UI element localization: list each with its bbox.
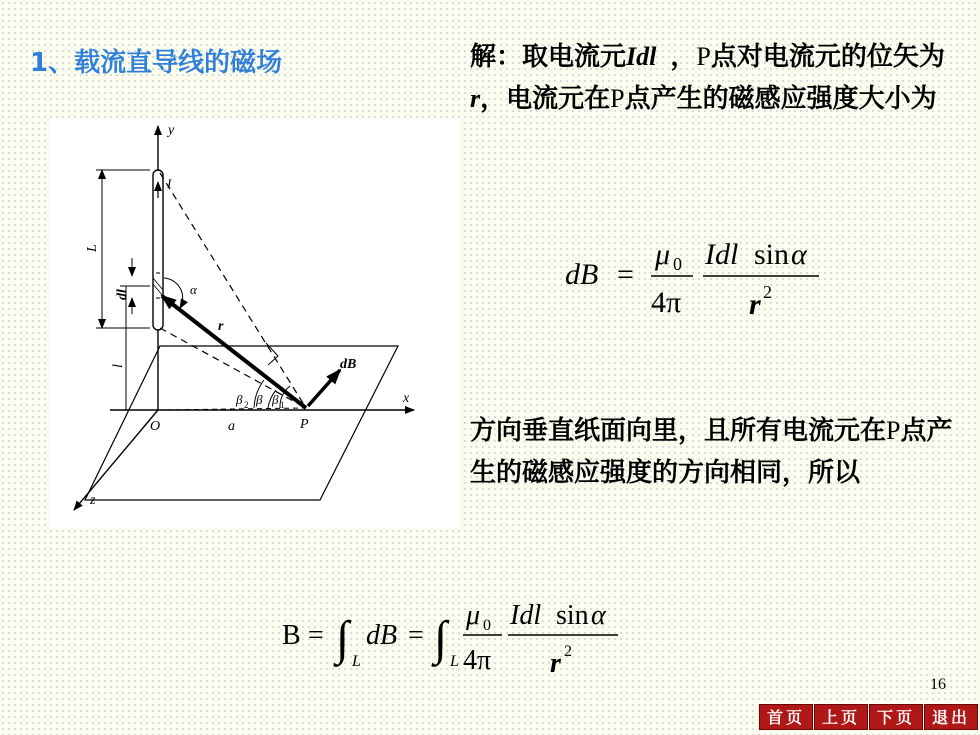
label-alpha: α <box>190 282 197 297</box>
eq2-equals-2: = <box>408 620 424 651</box>
eq2-numerator: Idl <box>510 600 542 631</box>
point-p-symbol-3: P <box>886 416 901 445</box>
eq2-L-1: L <box>352 653 361 670</box>
label-beta1-sub: 1 <box>280 400 285 410</box>
next-page-button[interactable]: 下页 <box>869 704 923 730</box>
eq1-lhs: dB <box>565 258 599 291</box>
label-beta1: β <box>272 392 279 407</box>
eq1-sin: sin <box>754 238 790 271</box>
eq2-sin: sin <box>556 600 589 631</box>
para1-text-g: ，电流元在 <box>480 84 611 114</box>
eq1-alpha: α <box>791 238 807 271</box>
slide-navigation <box>759 704 979 730</box>
label-y: y <box>168 123 175 138</box>
label-I: I <box>167 176 172 191</box>
eq2-equals-1: = <box>308 620 324 651</box>
diagram-background <box>50 118 460 528</box>
eq1-r: r <box>749 288 761 321</box>
para2-text-c: 点产生的磁感应强度的方向相同，所以 <box>470 416 953 488</box>
eq1-four-pi: 4π <box>651 286 682 319</box>
para2-text-a: 方向垂直纸面向里，且所有电流元在 <box>470 416 887 446</box>
integral-equation <box>280 590 640 690</box>
straight-wire-diagram <box>50 118 460 528</box>
eq1-mu-sub: 0 <box>673 254 682 274</box>
para1-text-i: 点产生的磁感应强度大小为 <box>624 84 937 114</box>
label-a: a <box>228 419 235 434</box>
eq2-B: B <box>282 620 301 651</box>
eq2-mu: μ <box>466 600 481 631</box>
home-button[interactable]: 首页 <box>759 704 813 730</box>
page-number: 16 <box>930 676 946 693</box>
slide-title: 1、载流直导线的磁场 <box>30 48 283 78</box>
label-O: O <box>150 419 161 434</box>
para1-text-c: ， <box>670 42 697 72</box>
label-beta: β <box>256 392 263 407</box>
eq2-integral-2: ∫ <box>434 612 448 665</box>
label-z: z <box>90 493 96 508</box>
eq1-r-sup: 2 <box>763 282 772 302</box>
eq1-equals: = <box>617 258 634 291</box>
label-P: P <box>300 417 309 432</box>
label-r: r <box>218 319 224 334</box>
label-dl: dl <box>115 289 130 300</box>
point-p-symbol: P <box>696 42 711 71</box>
eq2-integral-1: ∫ <box>336 612 350 665</box>
position-vector-symbol: r <box>470 84 481 113</box>
eq2-r: r <box>550 648 561 679</box>
eq2-dB: dB <box>366 620 398 651</box>
para1-text-a: 解：取电流元 <box>470 42 627 72</box>
eq1-mu: μ <box>655 238 671 271</box>
eq2-mu-sub: 0 <box>483 617 491 634</box>
label-L: L <box>85 244 100 252</box>
direction-paragraph <box>470 410 960 494</box>
eq1-numerator: Idl <box>705 238 739 271</box>
solution-paragraph <box>470 36 960 120</box>
biot-savart-equation <box>565 222 825 342</box>
label-x: x <box>403 391 410 406</box>
current-element-symbol: Idl <box>626 42 657 71</box>
eq2-r-sup: 2 <box>564 643 572 660</box>
label-beta2-sub: 2 <box>244 400 249 410</box>
eq2-alpha: α <box>591 600 606 631</box>
label-beta2: β <box>236 392 243 407</box>
point-p-symbol-2: P <box>610 84 625 113</box>
eq2-four-pi: 4π <box>463 645 492 676</box>
eq2-L-2: L <box>450 653 459 670</box>
label-dB: dB <box>340 357 357 372</box>
previous-page-button[interactable]: 上页 <box>814 704 868 730</box>
para1-text-e: 点对电流元的位矢为 <box>710 42 945 72</box>
label-l: l <box>111 364 126 368</box>
exit-button[interactable]: 退出 <box>924 704 978 730</box>
